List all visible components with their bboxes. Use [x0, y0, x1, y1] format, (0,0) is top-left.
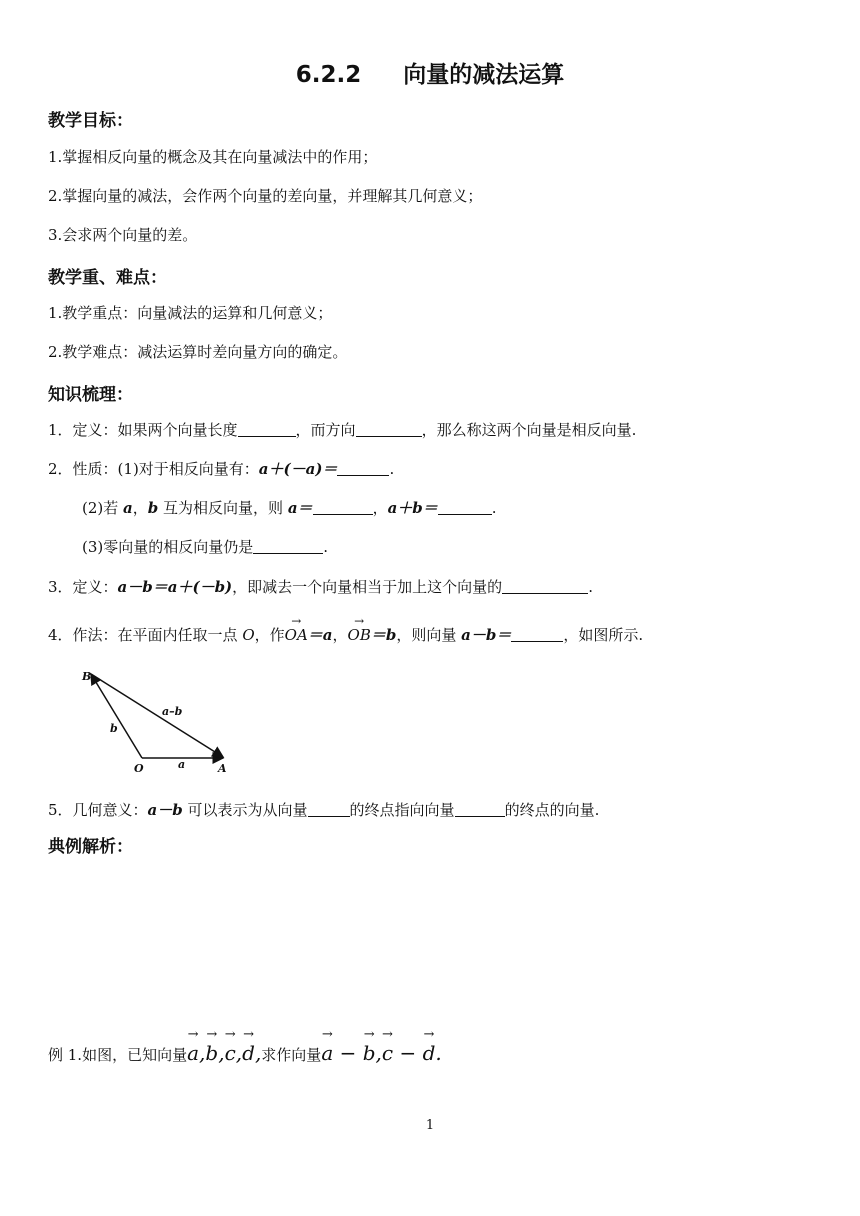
knowledge-line-6: 4．作法：在平面内任取一点 O，作→ OA＝a，→ OB＝b，则向量 a－b＝ ，如图所示.	[48, 624, 643, 645]
knowledge-line-5: 3．定义：a－b＝a＋(－b)，即减去一个向量相当于加上这个向量的 .	[48, 578, 593, 596]
vector-ob: → OB	[348, 626, 371, 644]
section-number: 6.2.2	[295, 62, 362, 88]
vector-b-arrow	[91, 674, 142, 758]
objective-2: 2.掌握向量的减法，会作两个向量的差向量，并理解其几何意义；	[48, 187, 483, 205]
objective-3: 3.会求两个向量的差。	[48, 226, 198, 244]
label-O: O	[134, 762, 144, 775]
vector-subtraction-figure	[70, 662, 270, 782]
knowledge-line-4: (3)零向量的相反向量仍是 .	[82, 538, 329, 556]
knowledge-line-7: 5．几何意义：a－b 可以表示为从向量 的终点指向向量 的终点的向量.	[48, 801, 600, 819]
blank	[356, 422, 422, 437]
objectives-heading: 教学目标：	[48, 111, 133, 131]
label-A: A	[218, 762, 227, 775]
page-title	[0, 56, 860, 89]
examples-heading: 典例解析：	[48, 837, 133, 857]
section-title: 向量的减法运算	[403, 62, 565, 88]
knowledge-line-1: 1．定义：如果两个向量长度 ，而方向 ，那么称这两个向量是相反向量.	[48, 421, 637, 439]
knowledge-line-3: (2)若 a，b 互为相反向量，则 a＝ ，a＋b＝ .	[82, 499, 497, 517]
blank	[253, 539, 323, 554]
blank	[502, 579, 588, 594]
knowledge-heading: 知识梳理：	[48, 385, 133, 405]
objective-1: 1.掌握相反向量的概念及其在向量减法中的作用；	[48, 148, 378, 166]
blank	[455, 802, 505, 817]
blank	[438, 500, 492, 515]
example-1: 例 1.如图，已知向量→ a,→ b,→ c,→ d,求作向量→ a − → b,→ c − → d.	[48, 1041, 442, 1065]
blank	[308, 802, 350, 817]
label-b: b	[110, 722, 118, 735]
blank	[337, 461, 389, 476]
blank	[313, 500, 373, 515]
label-a-minus-b: a–b	[162, 705, 183, 718]
label-a: a	[178, 758, 186, 771]
blank	[238, 422, 296, 437]
page-number: 1	[425, 1118, 435, 1133]
knowledge-line-2: 2．性质：(1)对于相反向量有：a＋(－a)＝ .	[48, 460, 395, 478]
vector-oa: → OA	[285, 626, 308, 644]
label-B: B	[82, 670, 92, 683]
vector-a-minus-b-arrow	[91, 674, 223, 757]
blank	[511, 627, 563, 642]
keypoint-2: 2.教学难点：减法运算时差向量方向的确定。	[48, 343, 348, 361]
keypoints-heading: 教学重、难点：	[48, 268, 167, 288]
keypoint-1: 1.教学重点：向量减法的运算和几何意义；	[48, 304, 333, 322]
